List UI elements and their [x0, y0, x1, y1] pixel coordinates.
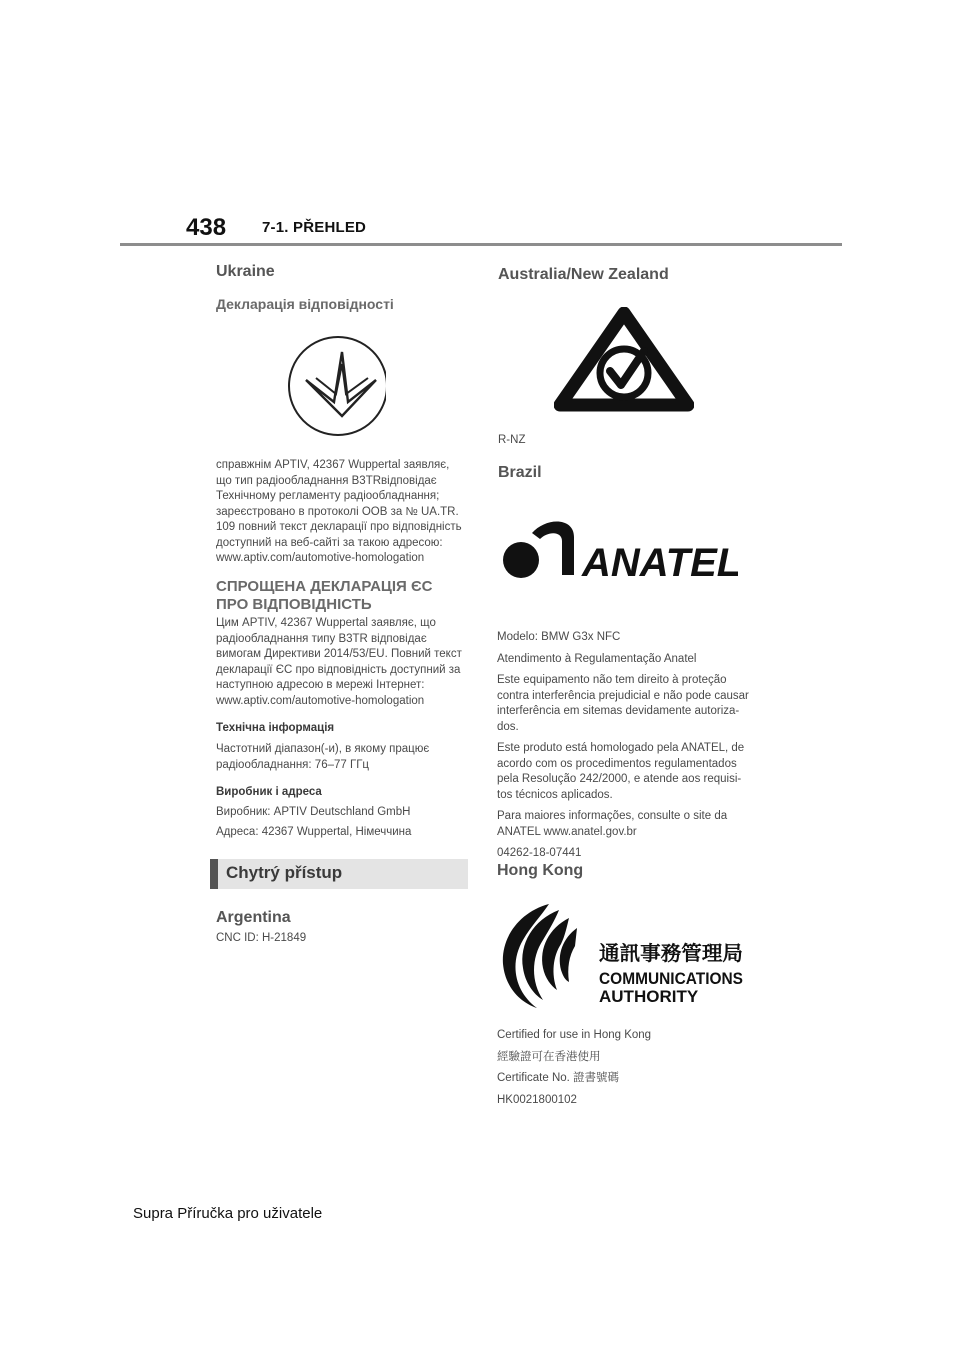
ukraine-heading: Ukraine — [216, 263, 275, 280]
section-bar — [210, 859, 468, 889]
brazil-heading: Brazil — [498, 464, 542, 481]
argentina-text: CNC ID: H-21849 — [216, 932, 307, 944]
brazil-number: 04262-18-07441 — [497, 847, 582, 859]
hongkong-certificate-no: Certificate No. 證書號碼 — [497, 1072, 620, 1084]
ukraine-simplified-heading: СПРОЩЕНА ДЕКЛАРАЦІЯ ЄС ПРО ВІДПОВІДНІСТЬ — [216, 578, 433, 613]
australia-code: R-NZ — [498, 434, 526, 446]
hongkong-heading: Hong Kong — [497, 862, 584, 879]
hongkong-certified-zh: 經驗證可在香港使用 — [497, 1050, 601, 1063]
brazil-text-block — [497, 630, 753, 868]
brazil-model: Modelo: BMW G3x NFC — [497, 631, 621, 643]
ukraine-paragraph-2: Цим APTIV, 42367 Wuppertal заявляє, що радіообладнання типу B3TR відповідає вимогам Директиви 2014/53/EU. Повний текст декларації ЄС про відповідність доступний за наступною адресою в мережі Інтернет: www.aptiv.com/automotive-homologation — [216, 617, 462, 707]
ofca-logo-english-1: COMMUNICATIONS — [599, 969, 743, 988]
anatel-logo-icon — [502, 519, 738, 586]
ofca-logo-chinese: 通訊事務管理局 — [599, 941, 743, 965]
brazil-paragraph-2: Este produto está homologado pela ANATEL, de acordo com os procedimentos regulamentados pela Resolução 242/2000, e atende aos requisi-tos técnicos aplicados. — [497, 742, 745, 801]
rcm-compliance-mark-icon — [554, 307, 694, 418]
australia-heading: Australia/New Zealand — [498, 266, 669, 283]
ukraine-tech-text: Частотний діапазон(-и), в якому працює радіообладнання: 76–77 ГГц — [216, 743, 430, 771]
ukraine-manufacturer-heading: Виробник і адреса — [216, 786, 322, 798]
ukraine-tech-heading: Технічна інформація — [216, 722, 335, 734]
ofca-logo-english-2: AUTHORITY — [599, 987, 699, 1006]
anatel-logo-text: ANATEL — [582, 541, 738, 581]
section-title: 7-1. PŘEHLED — [262, 219, 367, 236]
hongkong-certificate-value: HK0021800102 — [497, 1093, 577, 1106]
ukraine-manufacturer-line-1: Виробник: APTIV Deutschland GmbH — [216, 806, 411, 818]
argentina-heading: Argentina — [216, 909, 291, 926]
hongkong-text-block — [497, 1028, 753, 1114]
brazil-regulation: Atendimento à Regulamentação Anatel — [497, 652, 697, 665]
brazil-paragraph-3: Para maiores informações, consulte o site da ANATEL www.anatel.gov.br — [497, 810, 728, 838]
page-number: 438 — [186, 214, 227, 241]
ofca-logo-icon — [497, 898, 747, 1015]
ukraine-conformity-mark-icon — [286, 332, 386, 447]
ukraine-paragraph-1: справжнім APTIV, 42367 Wuppertal заявляє, що тип радіообладнання B3TRвідповідає Технічному регламенту радіообладнання; зареєстровано в протоколі OOB за № UA.TR. 109 повний текст декларації про відповідність доступний на веб-сайті за такою адресою: www.aptiv.com/automotive-homologation — [216, 459, 462, 564]
header-rule — [120, 243, 842, 246]
hongkong-certified: Certified for use in Hong Kong — [497, 1029, 652, 1041]
ukraine-declaration-heading: Декларація відповідності — [216, 296, 394, 312]
section-bar-label: Chytrý přístup — [226, 863, 343, 882]
footer-text: Supra Příručka pro uživatele — [133, 1205, 323, 1222]
brazil-paragraph-1: Este equipamento não tem direito à proteção contra interferência prejudicial e não pode causar interferência em sitemas devidamente autoriza-dos. — [497, 674, 749, 733]
ukraine-manufacturer-line-2: Адреса: 42367 Wuppertal, Німеччина — [216, 826, 412, 838]
